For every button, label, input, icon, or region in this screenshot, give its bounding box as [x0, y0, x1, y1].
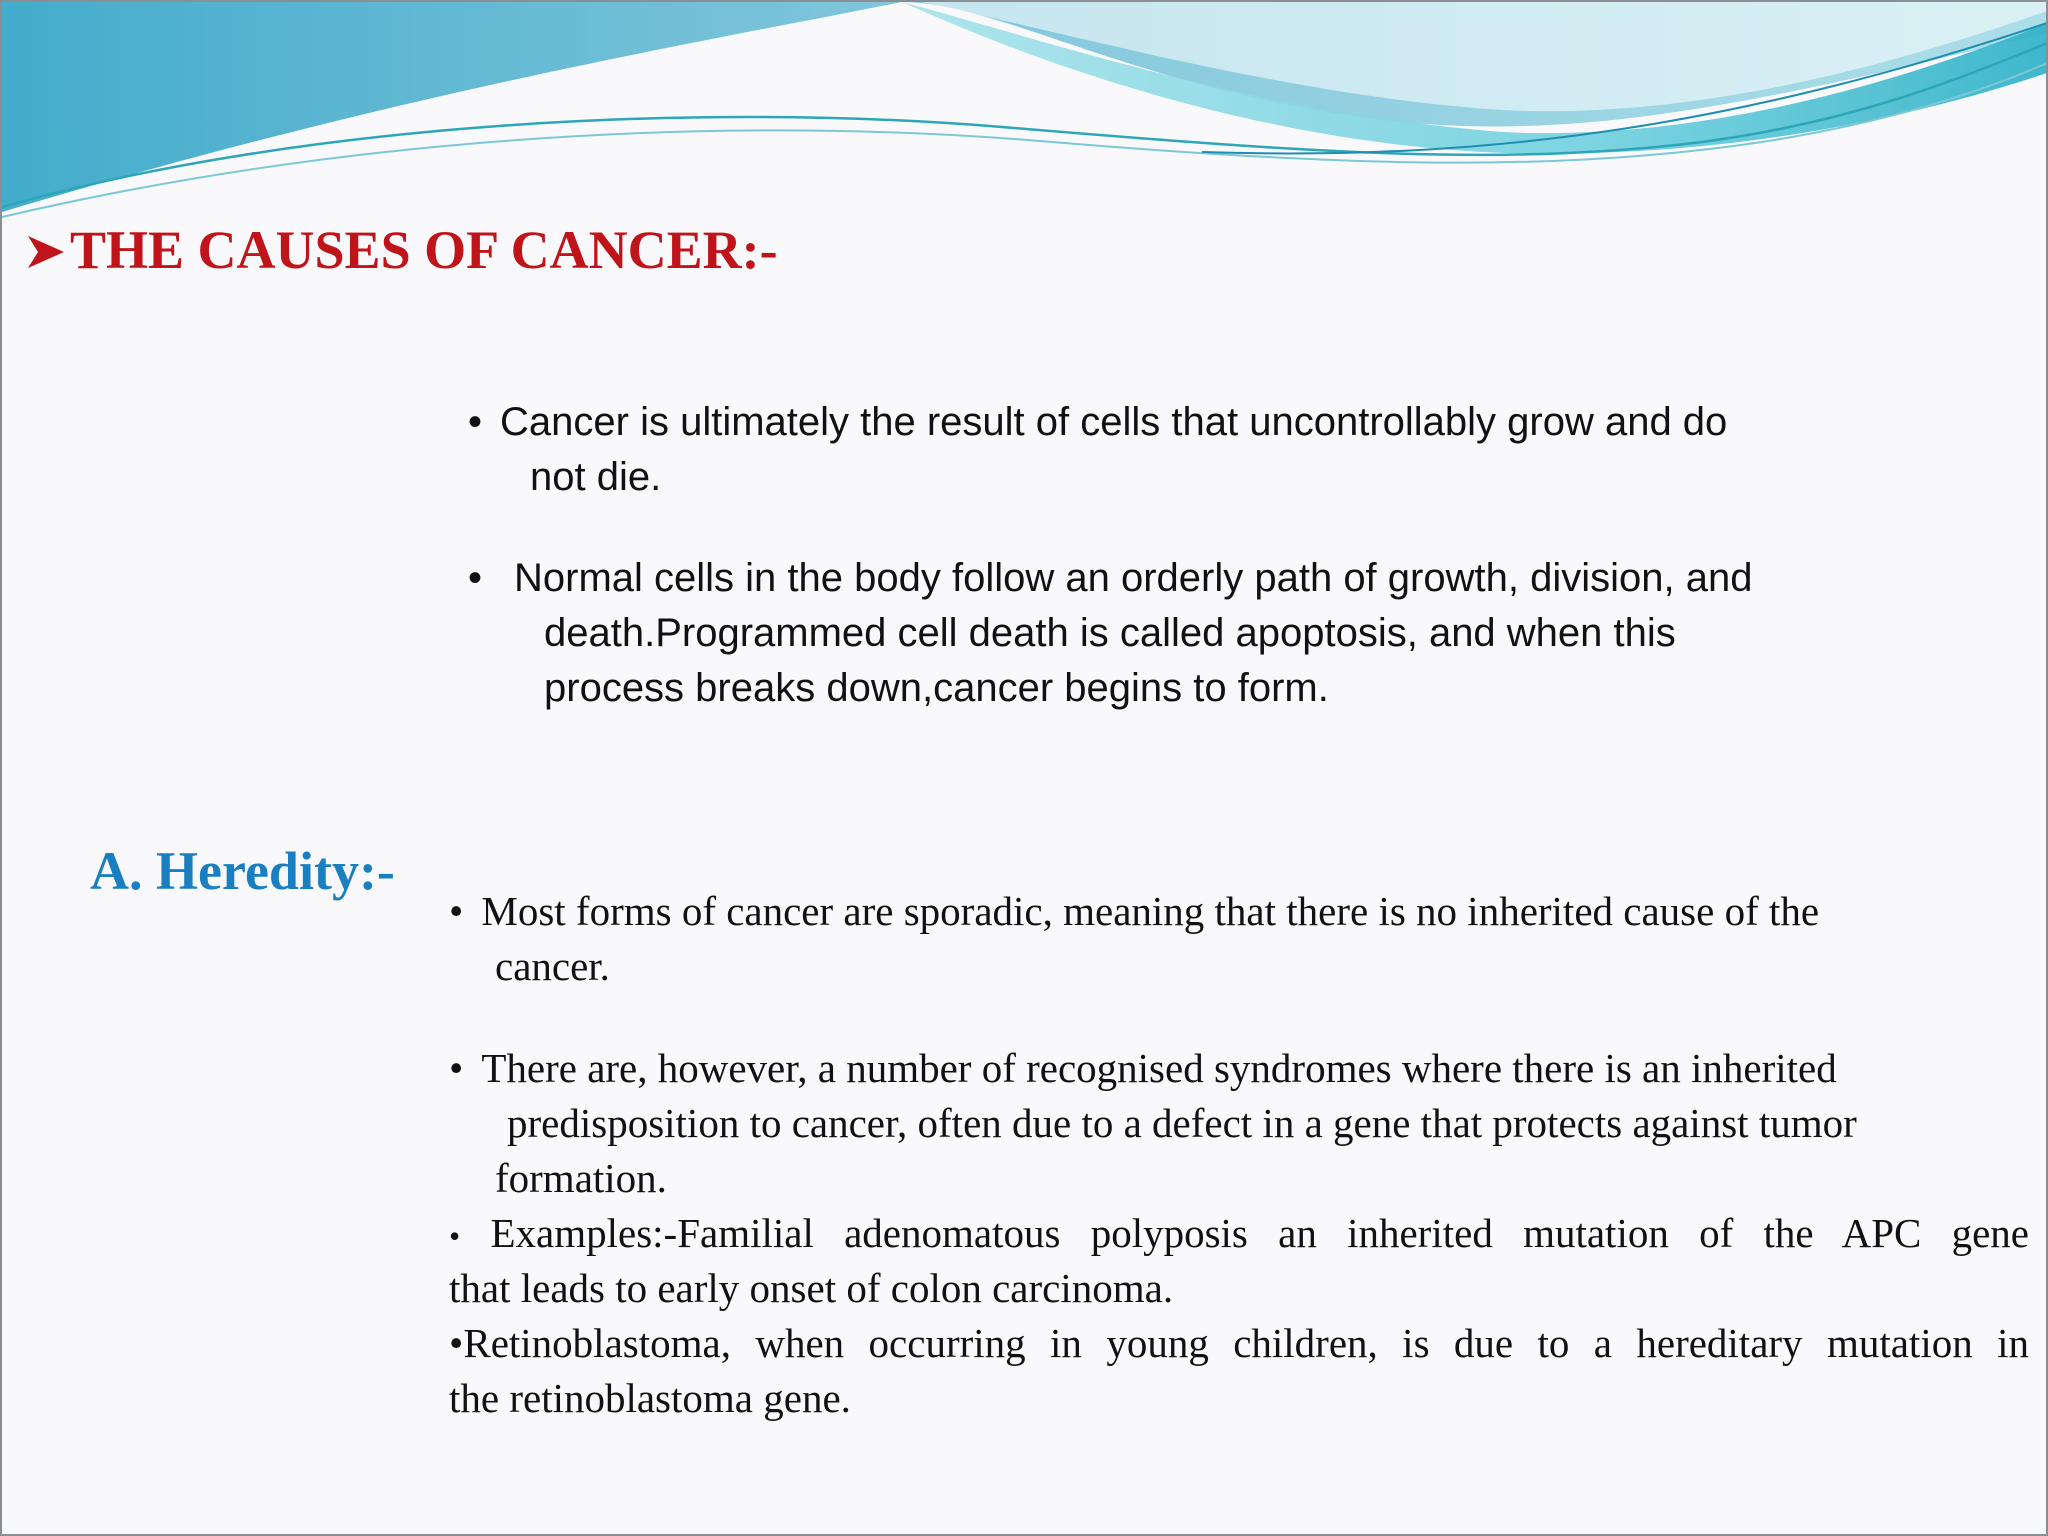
- bullet-line: [449, 1151, 2029, 1206]
- bullet-marker: •: [449, 1320, 464, 1366]
- example-line: [449, 1261, 2029, 1316]
- bullet-marker: •: [449, 1045, 464, 1091]
- wave-decoration: [2, 2, 2048, 232]
- example-line: [449, 1206, 2029, 1261]
- bullet-text: formation.: [495, 1155, 667, 1201]
- example-text: the retinoblastoma gene.: [449, 1375, 851, 1421]
- bullet-text: cancer.: [495, 943, 610, 989]
- example-text: Retinoblastoma, when occurring in young children, is due to a hereditary mutation in: [463, 1320, 2029, 1366]
- example-text: that leads to early onset of colon carcinoma.: [449, 1265, 1174, 1311]
- heredity-bullet-1: [449, 884, 2029, 994]
- example-text: Examples:-Familial adenomatous polyposis an inherited mutation of the APC gene: [490, 1210, 2030, 1256]
- bullet-line: [449, 1096, 2029, 1151]
- bullet-line: [449, 884, 2029, 939]
- bullet-text: predisposition to cancer, often due to a defect in a gene that protects against tumor: [507, 1100, 1857, 1146]
- arrowhead-icon: [24, 232, 68, 272]
- bullet-line: [468, 395, 2028, 450]
- example-line: [449, 1316, 2029, 1371]
- bullet-text: Most forms of cancer are sporadic, meaning that there is no inherited cause of the: [481, 888, 1820, 934]
- bullet-line: [468, 551, 2028, 606]
- bullet-text: Cancer is ultimately the result of cells that uncontrollably grow and do: [500, 400, 1728, 444]
- bullet-marker: •: [468, 556, 483, 600]
- example-line: [449, 1371, 2029, 1426]
- bullet-text: There are, however, a number of recognised syndromes where there is an inherited: [481, 1045, 1837, 1091]
- bullet-line: [468, 661, 2028, 716]
- bullet-line: [449, 1041, 2029, 1096]
- bullet-marker: •: [468, 400, 483, 444]
- page-title-text: THE CAUSES OF CANCER:-: [70, 220, 778, 280]
- bullet-text: death.Programmed cell death is called apoptosis, and when this: [544, 611, 1676, 655]
- page-title: [24, 214, 778, 286]
- heredity-bullet-2: [449, 1041, 2029, 1206]
- bullet-marker: •: [449, 1218, 461, 1254]
- bullet-text: not die.: [530, 455, 662, 499]
- bullet-text: Normal cells in the body follow an orderly path of growth, division, and: [514, 556, 1753, 600]
- intro-bullet-1: [468, 395, 2028, 505]
- bullet-line: [449, 939, 2029, 994]
- section-heading: A. Heredity:-: [90, 841, 395, 901]
- bullet-line: [468, 606, 2028, 661]
- examples-paragraph-1: [449, 1206, 2029, 1316]
- examples-paragraph-2: [449, 1316, 2029, 1426]
- bullet-line: [468, 450, 2028, 505]
- bullet-text: process breaks down,cancer begins to form.: [544, 666, 1329, 710]
- intro-bullet-2: [468, 551, 2028, 716]
- bullet-marker: •: [449, 888, 464, 934]
